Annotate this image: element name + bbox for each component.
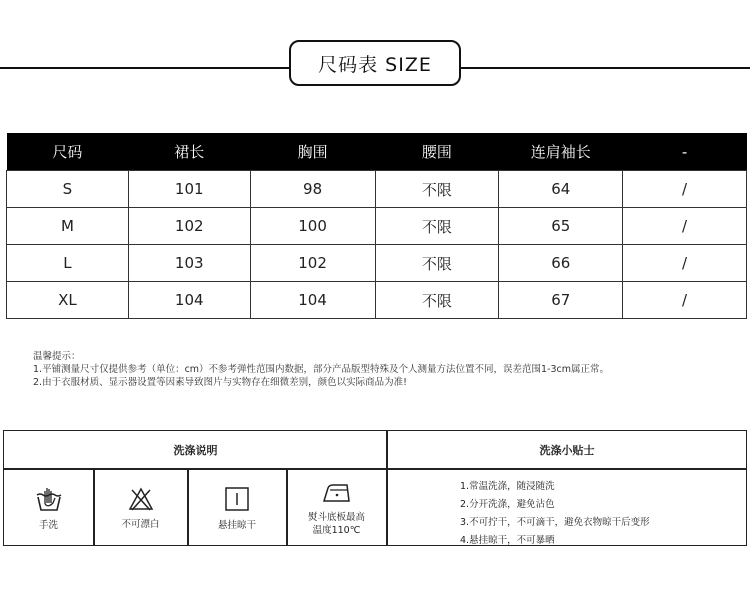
table-row bbox=[7, 282, 747, 319]
iron-label-line-1: 熨斗底板最高 bbox=[307, 512, 365, 523]
cell-skirt-length: 102 bbox=[128, 208, 250, 245]
header-waist: 腰围 bbox=[375, 133, 499, 171]
cell-waist: 不限 bbox=[375, 282, 499, 319]
notes-line-2: 2.由于衣服材质、显示器设置等因素导致图片与实物存在细微差别，颜色以实际商品为准! bbox=[33, 377, 407, 388]
wash-item-hand-wash bbox=[4, 470, 93, 546]
cell-skirt-length: 104 bbox=[128, 282, 250, 319]
cell-sleeve-length: 67 bbox=[499, 282, 623, 319]
wash-label: 不可漂白 bbox=[121, 518, 160, 530]
list-item: 2.分开洗涤，避免沾色 bbox=[460, 499, 555, 510]
wash-label: 悬挂晾干 bbox=[217, 519, 256, 531]
cell-skirt-length: 101 bbox=[128, 171, 250, 208]
cell-size: M bbox=[7, 208, 129, 245]
wash-center-divider bbox=[386, 431, 388, 546]
wash-care-table bbox=[3, 430, 747, 546]
title-divider-right bbox=[461, 67, 750, 69]
hang-dry-icon bbox=[223, 485, 251, 513]
list-item: 4.悬挂晾干，不可暴晒 bbox=[460, 535, 555, 546]
cell-bust: 98 bbox=[250, 171, 375, 208]
title-divider-left bbox=[0, 67, 290, 69]
size-table-header-row bbox=[7, 133, 747, 171]
cell-sleeve-length: 65 bbox=[499, 208, 623, 245]
header-extra: - bbox=[623, 133, 747, 171]
notes-line-1: 1.平铺测量尺寸仅提供参考（单位：cm）不参考弹性范围内数据，部分产品版型特殊及个人测量方法位置不同，误差范围1-3cm属正常。 bbox=[33, 364, 610, 375]
cell-waist: 不限 bbox=[375, 171, 499, 208]
hand-wash-icon bbox=[34, 485, 64, 513]
cell-skirt-length: 103 bbox=[128, 245, 250, 282]
cell-size: S bbox=[7, 171, 129, 208]
iron-label-line-2: 温度110℃ bbox=[312, 525, 361, 536]
table-row bbox=[7, 245, 747, 282]
wash-label bbox=[308, 511, 365, 537]
cell-sleeve-length: 66 bbox=[499, 245, 623, 282]
notes-heading: 温馨提示： bbox=[33, 351, 81, 362]
list-item: 3.不可拧干，不可滴干，避免衣物晾干后变形 bbox=[460, 517, 650, 528]
cell-extra: / bbox=[623, 245, 747, 282]
cell-size: XL bbox=[7, 282, 129, 319]
wash-item-no-bleach bbox=[94, 470, 187, 546]
cell-waist: 不限 bbox=[375, 245, 499, 282]
wash-header-divider-right bbox=[387, 468, 747, 470]
page-title: 尺码表 SIZE bbox=[289, 40, 461, 86]
header-skirt-length: 裙长 bbox=[128, 133, 250, 171]
cell-waist: 不限 bbox=[375, 208, 499, 245]
table-row bbox=[7, 171, 747, 208]
wash-tips-list bbox=[460, 478, 650, 550]
iron-icon bbox=[320, 479, 354, 505]
cell-bust: 100 bbox=[250, 208, 375, 245]
list-item: 1.常温洗涤，随浸随洗 bbox=[460, 481, 555, 492]
cell-extra: / bbox=[623, 171, 747, 208]
wash-label: 手洗 bbox=[38, 519, 58, 531]
header-size: 尺码 bbox=[7, 133, 129, 171]
notes bbox=[33, 350, 609, 389]
wash-item-hang-dry bbox=[188, 470, 286, 546]
wash-tips-title: 洗涤小贴士 bbox=[539, 443, 595, 457]
no-bleach-icon bbox=[127, 486, 155, 512]
wash-item-iron bbox=[287, 470, 386, 546]
cell-bust: 104 bbox=[250, 282, 375, 319]
table-row bbox=[7, 208, 747, 245]
cell-bust: 102 bbox=[250, 245, 375, 282]
cell-extra: / bbox=[623, 282, 747, 319]
size-table bbox=[6, 133, 747, 319]
header-bust: 胸围 bbox=[250, 133, 375, 171]
header-sleeve-length: 连肩袖长 bbox=[499, 133, 623, 171]
cell-sleeve-length: 64 bbox=[499, 171, 623, 208]
cell-extra: / bbox=[623, 208, 747, 245]
wash-instructions-title: 洗涤说明 bbox=[173, 443, 218, 457]
cell-size: L bbox=[7, 245, 129, 282]
